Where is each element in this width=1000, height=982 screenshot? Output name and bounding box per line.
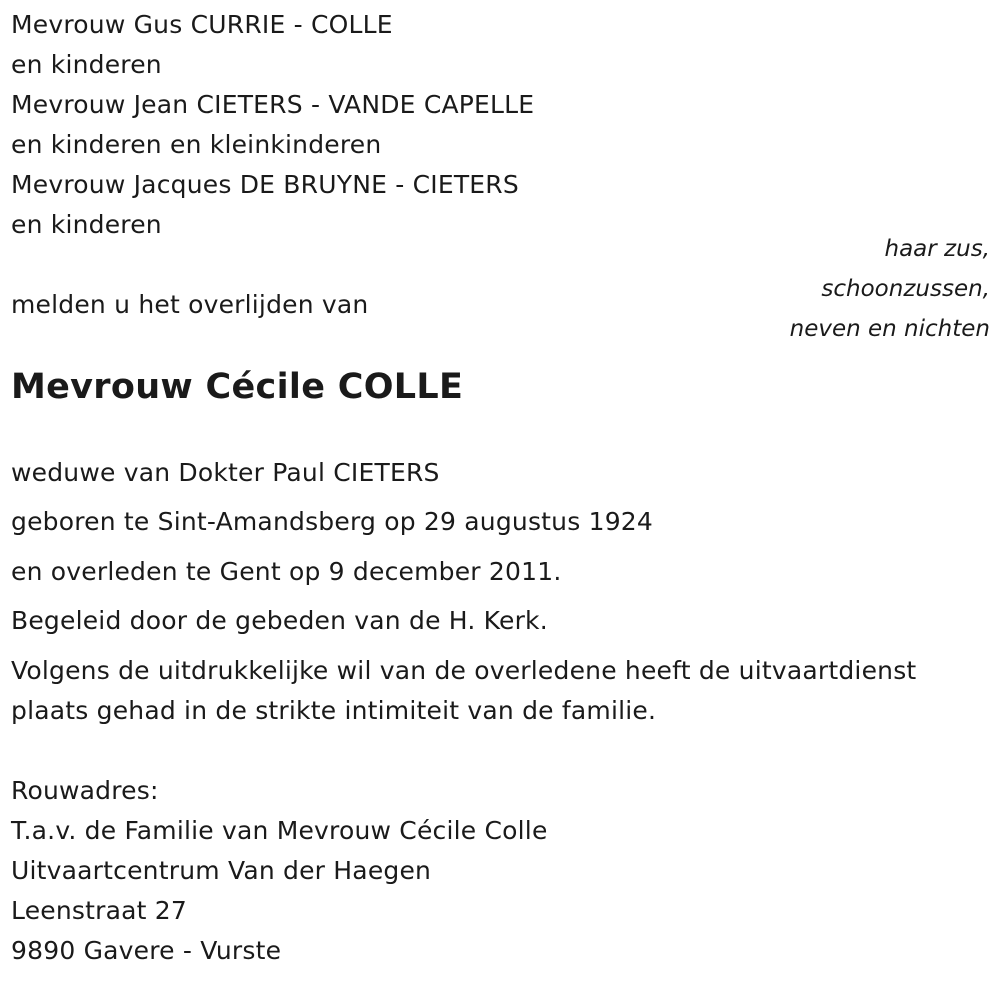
announcement-text: melden u het overlijden van [11,290,369,319]
relation-line-3: neven en nichten [789,316,990,342]
birth-line: geboren te Sint-Amandsberg op 29 augustus 1924 [11,507,654,536]
family-line-2: en kinderen [11,50,162,79]
family-line-1: Mevrouw Gus CURRIE - COLLE [11,10,393,39]
death-line: en overleden te Gent op 9 december 2011. [11,557,562,586]
family-line-6: en kinderen [11,210,162,239]
relation-line-1: haar zus, [884,236,990,262]
family-line-4: en kinderen en kleinkinderen [11,130,382,159]
funeral-line-2: plaats gehad in de strikte intimiteit van de familie. [11,696,657,725]
address-line-3: Leenstraat 27 [11,896,188,925]
relation-line-2: schoonzussen, [821,276,990,302]
deceased-name: Mevrouw Cécile COLLE [11,367,464,407]
family-line-5: Mevrouw Jacques DE BRUYNE - CIETERS [11,170,519,199]
address-line-1: T.a.v. de Familie van Mevrouw Cécile Colle [11,816,548,845]
address-heading: Rouwadres: [11,776,159,805]
widow-line: weduwe van Dokter Paul CIETERS [11,458,440,487]
address-line-4: 9890 Gavere - Vurste [11,936,282,965]
church-line: Begeleid door de gebeden van de H. Kerk. [11,606,548,635]
family-line-3: Mevrouw Jean CIETERS - VANDE CAPELLE [11,90,535,119]
address-line-2: Uitvaartcentrum Van der Haegen [11,856,432,885]
funeral-line-1: Volgens de uitdrukkelijke wil van de overledene heeft de uitvaartdienst [11,656,917,685]
